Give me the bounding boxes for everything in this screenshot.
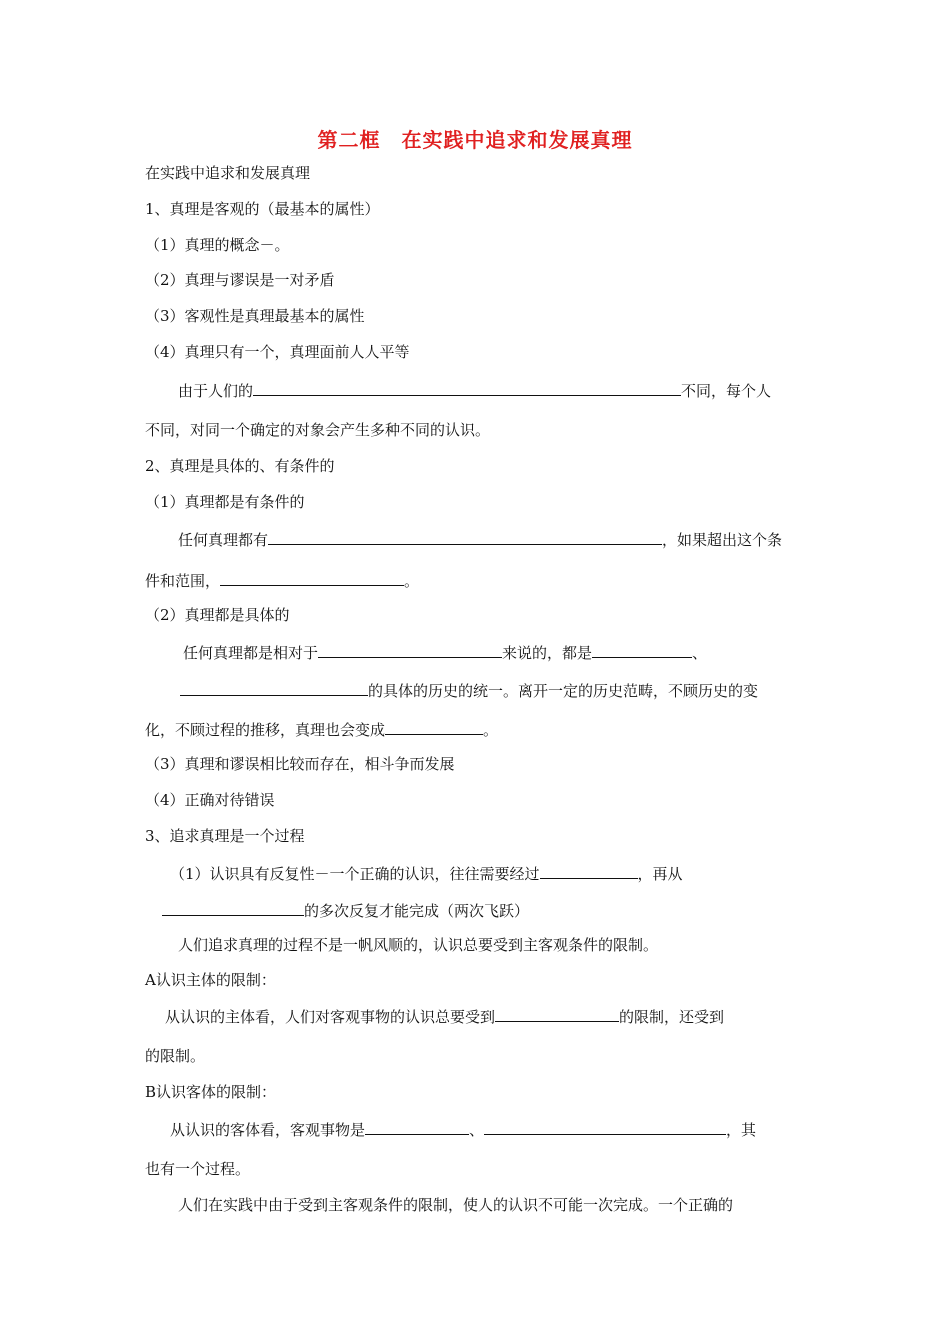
- text-segment: ，如果超出这个条: [662, 531, 783, 549]
- text-segment: 由于人们的: [178, 382, 254, 400]
- section-1-heading: 1、真理是客观的（最基本的属性）: [145, 200, 380, 218]
- text-segment: 来说的，都是: [502, 644, 593, 662]
- fill-line-8: [162, 899, 529, 921]
- fill-blank[interactable]: [318, 641, 502, 658]
- item-2-4: （4）正确对待错误: [145, 791, 275, 809]
- item-1-2: （2）真理与谬误是一对矛盾: [145, 271, 335, 289]
- text-segment: 任何真理都有: [178, 531, 269, 549]
- fill-blank[interactable]: [495, 1005, 619, 1022]
- item-1-3: （3）客观性是真理最基本的属性: [145, 307, 365, 325]
- text-segment: 的具体的历史的统一。离开一定的历史范畴，不顾历史的变: [368, 682, 759, 700]
- page-title: 第二框 在实践中追求和发展真理: [317, 128, 633, 152]
- text-segment: 化，不顾过程的推移，真理也会变成: [145, 721, 386, 739]
- fill-blank[interactable]: [220, 569, 404, 586]
- fill-blank[interactable]: [592, 641, 692, 658]
- fill-blank[interactable]: [253, 379, 681, 396]
- paragraph-line: 人们在实践中由于受到主客观条件的限制，使人的认识不可能一次完成。一个正确的: [178, 1196, 734, 1214]
- item-1-4: （4）真理只有一个，真理面前人人平等: [145, 343, 410, 361]
- paragraph-line: 人们追求真理的过程不是一帆风顺的，认识总要受到主客观条件的限制。: [178, 936, 659, 954]
- fill-line-5: [180, 679, 758, 701]
- text-segment: 、: [692, 644, 708, 662]
- subheading-b: B认识客体的限制：: [145, 1083, 277, 1101]
- fill-blank[interactable]: [365, 1118, 469, 1135]
- text-segment: 从认识的主体看，人们对客观事物的认识总要受到: [165, 1008, 496, 1026]
- text-segment: 任何真理都是相对于: [183, 644, 319, 662]
- fill-blank[interactable]: [268, 528, 662, 545]
- fill-line-9: [165, 1005, 724, 1027]
- text-segment: 。: [404, 572, 420, 590]
- text-segment: 的限制，还受到: [619, 1008, 725, 1026]
- fill-line-6: [145, 718, 498, 740]
- text-segment: 、: [469, 1121, 485, 1139]
- fill-blank[interactable]: [162, 899, 304, 916]
- fill-blank[interactable]: [540, 862, 638, 879]
- paragraph-line: 也有一个过程。: [145, 1160, 251, 1178]
- fill-blank[interactable]: [484, 1118, 726, 1135]
- section-2-heading: 2、真理是具体的、有条件的: [145, 457, 335, 475]
- text-segment: 件和范围，: [145, 572, 221, 590]
- paragraph-line: 的限制。: [145, 1047, 206, 1065]
- fill-line-2: [178, 528, 782, 550]
- text-segment: 从认识的客体看，客观事物是: [170, 1121, 366, 1139]
- subtitle-line: 在实践中追求和发展真理: [145, 164, 311, 182]
- item-2-2: （2）真理都是具体的: [145, 606, 290, 624]
- text-segment: （1）认识具有反复性－一个正确的认识，往往需要经过: [170, 865, 540, 883]
- text-segment: 的多次反复才能完成（两次飞跃）: [304, 902, 530, 920]
- fill-line-1: [178, 379, 771, 401]
- fill-line-3: [145, 569, 419, 591]
- section-3-heading: 3、追求真理是一个过程: [145, 827, 305, 845]
- fill-line-10: [170, 1118, 756, 1140]
- text-segment: 。: [483, 721, 499, 739]
- subheading-a: A认识主体的限制：: [145, 971, 276, 989]
- fill-blank[interactable]: [385, 718, 483, 735]
- text-segment: ，再从: [637, 865, 683, 883]
- item-2-3: （3）真理和谬误相比较而存在，相斗争而发展: [145, 755, 455, 773]
- text-segment: 不同，每个人: [681, 382, 772, 400]
- item-2-1: （1）真理都是有条件的: [145, 493, 305, 511]
- fill-blank[interactable]: [180, 679, 368, 696]
- fill-line-4: [183, 641, 707, 663]
- fill-line-7: [170, 862, 683, 884]
- paragraph-line: 不同，对同一个确定的对象会产生多种不同的认识。: [145, 421, 491, 439]
- text-segment: ，其: [726, 1121, 757, 1139]
- item-1-1: （1）真理的概念－。: [145, 236, 290, 254]
